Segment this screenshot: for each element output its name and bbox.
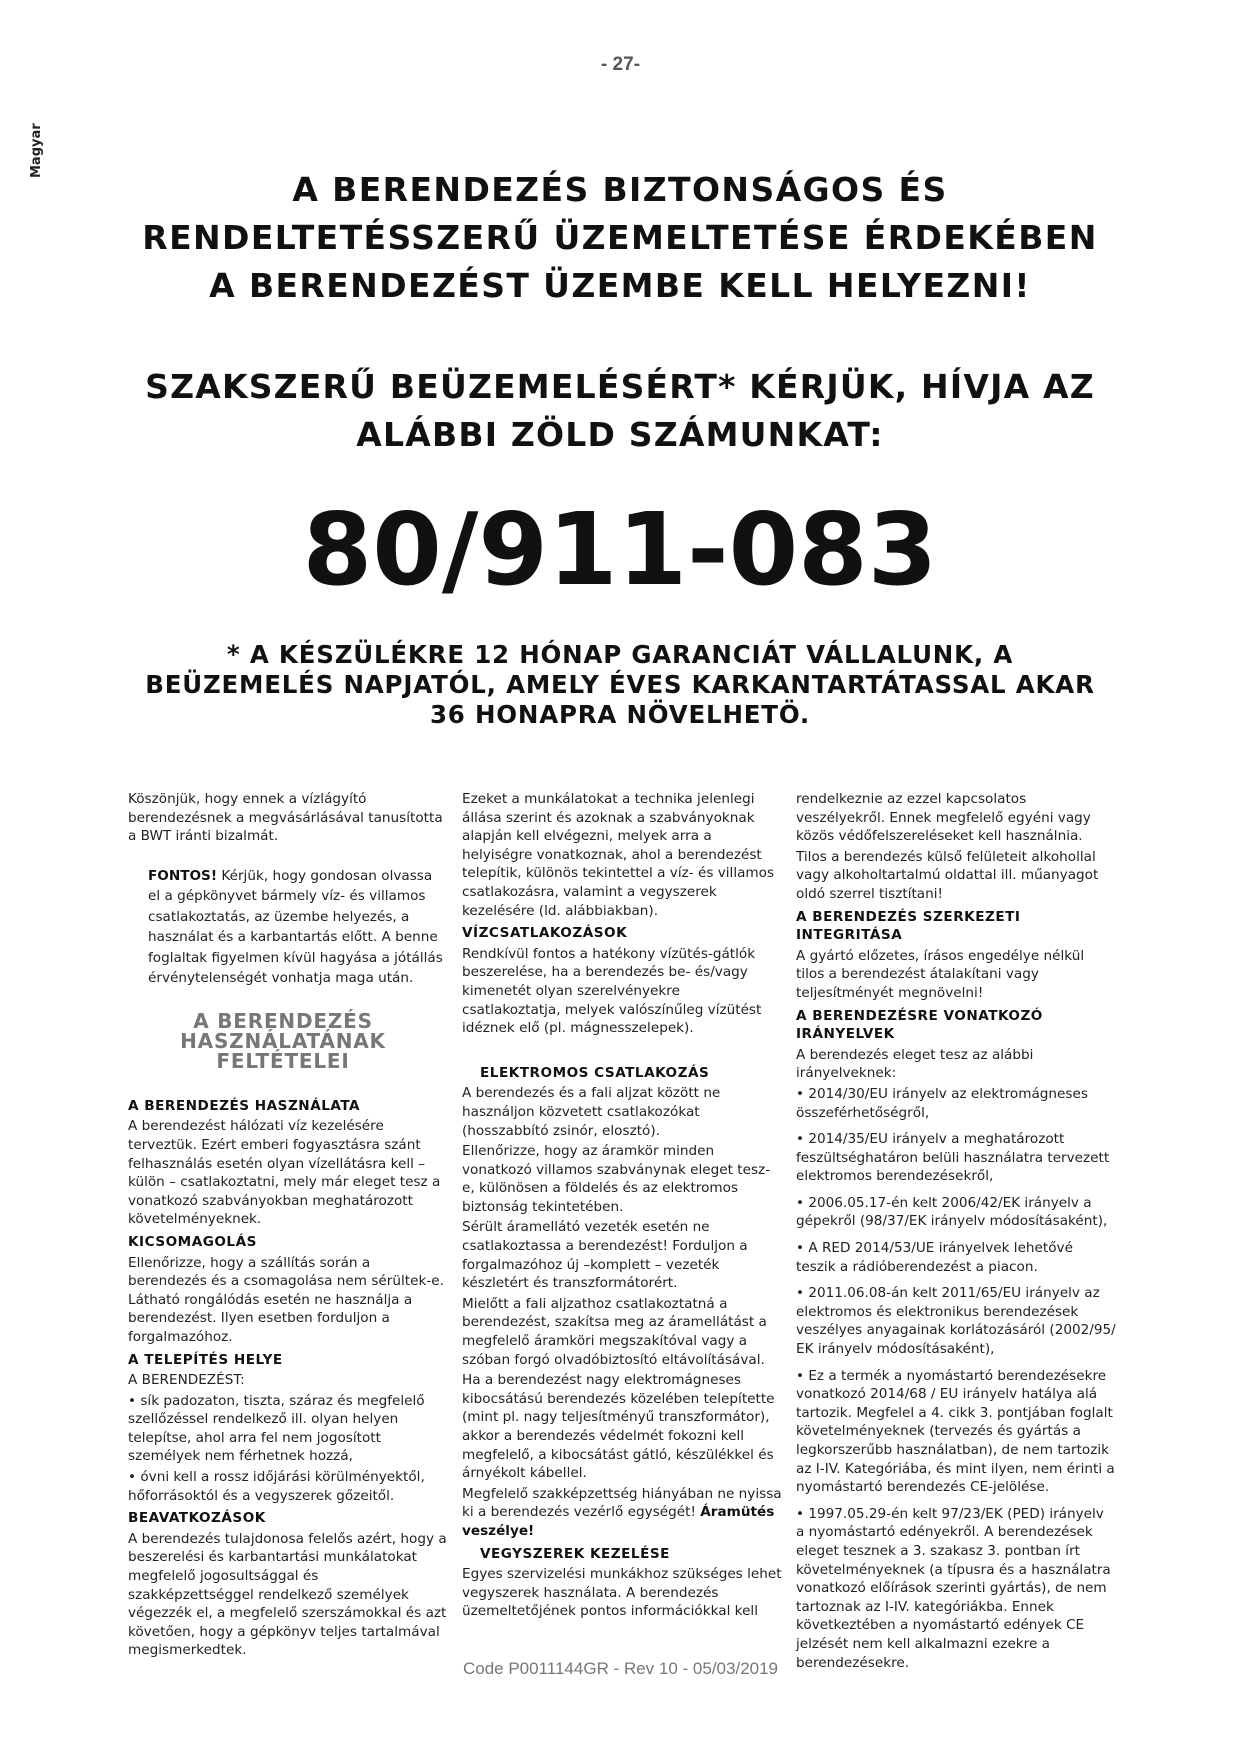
warranty-note: * A KÉSZÜLÉKRE 12 HÓNAP GARANCIÁT VÁLLALUNK, A BEÜZEMELÉS NAPJATÓL, AMELY ÉVES KARKANTARTÁTASSAL AKAR 36 HONAPRA NÖVELHETÖ.: [145, 640, 1095, 729]
electrical-p5: Ha a berendezést nagy elektromágneses kibocsátású berendezés közelében telepítette (mint pl. nagy teljesítményű transzformátor), akkor a berendezés védelmét fokozni kell megfelelő, a kibocsátást gátló, készülékkel és árnyékolt kábellel.: [462, 1372, 775, 1482]
phone-number: 80/911-083: [302, 491, 938, 608]
chemicals-text: Egyes szervizelési munkákhoz szükséges lehet vegyszerek használata. A berendezés üzemeltetőjének pontos információkkal kell: [462, 1566, 782, 1620]
directive-item: • Ez a termék a nyomástartó berendezésekre vonatkozó 2014/68 / EU irányelv hatálya alá tartozik. Megfelel a 4. cikk 3. pontjában foglalt követelményeknek (tervezés és gyártás a legkorszerűbb használatban), de nem tartozik az I-IV. Kategóriába, és mint ilyen, nem érinti a nyomástartó berendezés CE-jelölése.: [796, 1367, 1115, 1496]
usage-title: A BERENDEZÉS HASZNÁLATA: [128, 1097, 361, 1114]
language-tab: Magyar: [29, 123, 44, 178]
directive-item: • 2011.06.08-án kelt 2011/65/EU irányelv az elektromos és elektronikus berendezések veszélyes anyagainak korlátozásáról (2002/95/ EK irányelv módosításaként),: [796, 1285, 1116, 1358]
page-number: - 27-: [600, 54, 641, 75]
electrical-p3: Sérült áramellátó vezeték esetén ne csatlakoztassa a berendezést! Forduljon a forgalmazóhoz új –komplett – vezeték készletért és transzformátorért.: [462, 1219, 748, 1292]
installation-site-sub: A BERENDEZÉST:: [128, 1372, 245, 1389]
important-label: FONTOS!: [148, 867, 218, 884]
works-text: Ezeket a munkálatokat a technika jelenlegi állása szerint és azoknak a szabványoknak alapján kell elvégezni, melyek arra a helyiségre vonatkoznak, ahol a berendezést telepítik, különös tekintettel a víz- és villamos csatlakozásra, valamint a vegyszerek kezelésére (ld. alábbiakban).: [462, 791, 775, 919]
column-1: [128, 790, 448, 1668]
hazards-text: rendelkeznie az ezzel kapcsolatos veszélyekről. Ennek megfelelő egyéni vagy közös védőfelszereléseket kell használnia.: [796, 791, 1091, 845]
cleaning-warning: Tilos a berendezés külső felületeit alkohollal vagy alkoholtartalmú oldattal ill. műanyagot oldó szerrel tisztítani!: [796, 848, 1099, 902]
column-2: [462, 790, 782, 1629]
important-note: [128, 866, 448, 989]
installation-bullet-1: • sík padozaton, tiszta, száraz és megfelelő szellőzéssel rendelkező ill. olyan helyen telepítse, ahol arra fel nem jogosított személyek nem férhetnek hozzá,: [128, 1392, 425, 1465]
water-connections-text: Rendkívül fontos a hatékony vízütés-gátlók beszerelése, ha a berendezés be- és/vagy kimenetét olyan szerelvényekre csatlakoztatja, melyek valószínűleg vízütést idéznek elő (pl. mágnesszelepek).: [462, 945, 762, 1037]
directives-intro: A berendezés eleget tesz az alábbi irányelveknek:: [796, 1046, 1034, 1082]
directive-item: • 1997.05.29-én kelt 97/23/EK (PED) irányelv a nyomástartó edényekről. A berendezések eleget tesznek a 3. szakasz 3. pontban írt követelményeknek (a típusra és a használatra vonatkozó előírások szerinti gyártás), de nem tartoznak az I-IV. kategóriákba. Ennek következtében a nyomástartó edények CE jelzését nem kell alkalmazni ezekre a berendezésekre.: [796, 1505, 1111, 1671]
intro-text: Köszönjük, hogy ennek a vízlágyító berendezésnek a megvásárlásával tanusította a BWT iránti bizalmát.: [128, 791, 443, 845]
electrical-p1: A berendezés és a fali aljzat között ne használjon közvetett csatlakozókat (hosszabbító zsinór, elosztó).: [462, 1085, 721, 1139]
sub-heading: SZAKSZERŰ BEÜZEMELÉSÉRT* KÉRJÜK, HÍVJA AZ ALÁBBI ZÖLD SZÁMUNKAT:: [145, 367, 1095, 454]
installation-site-title: A TELEPÍTÉS HELYE: [128, 1351, 283, 1368]
shock-warning: Áramütés veszélye!: [462, 1504, 775, 1539]
column-3: [796, 790, 1116, 1680]
main-heading: A BERENDEZÉS BIZTONSÁGOS ÉS RENDELTETÉSSZERŰ ÜZEMELTETÉSE ÉRDEKÉBEN A BERENDEZÉST ÜZEMBE KELL HELYEZNI!: [142, 170, 1098, 305]
directive-item: • 2014/35/EU irányelv a meghatározott feszültséghatáron belüli használatra tervezett elektromos berendezésekről,: [796, 1131, 1110, 1185]
footer-code: Code P0011144GR - Rev 10 - 05/03/2019: [462, 1659, 779, 1678]
section-title: A BERENDEZÉS HASZNÁLATÁNAK FELTÉTELEI: [180, 1008, 386, 1073]
usage-text: A berendezést hálózati víz kezelésére terveztük. Ezért emberi fogyasztásra szánt felhasználás esetén olyan vízellátásra kell – külön – csatlakoztatni, mely már eleget tesz a vonatkozó szabványokban meghatározott követelményeknek.: [128, 1118, 441, 1228]
important-text: Kérjük, hogy gondosan olvassa el a gépkönyvet bármely víz- és villamos csatlakoztatás, az üzembe helyezés, a használat és a karbantartás előtt. A benne foglaltak figyelmen kívül hagyása a jótállás érvénytelenségét vonhatja maga után.: [148, 867, 443, 987]
electrical-p4: Mielőtt a fali aljzathoz csatlakoztatná a berendezést, szakítsa meg az áramellátást a megfelelő áramköri megszakítóval vagy a szóban forgó olvadóbiztosító eltávolításával.: [462, 1295, 767, 1368]
electrical-p6-text: Megfelelő szakképzettség hiányában ne nyissa ki a berendezés vezérlő egységét!: [462, 1485, 782, 1521]
integrity-text: A gyártó előzetes, írásos engedélye nélkül tilos a berendezést átalakítani vagy teljesítményét megnövelni!: [796, 947, 1085, 1001]
directives-title: A BERENDEZÉSRE VONATKOZÓ IRÁNYELVEK: [796, 1007, 1043, 1043]
interventions-title: BEAVATKOZÁSOK: [128, 1510, 266, 1527]
unpacking-title: KICSOMAGOLÁS: [128, 1233, 257, 1250]
interventions-text: A berendezés tulajdonosa felelős azért, hogy a beszerelési és karbantartási munkálatokat megfelelő jogosultsággal és szakképzettséggel rendelkező személyek végezzék el, a megfelelő szerszámokkal és azt követően, hogy a gépkönyv teljes tartalmával megismerkedtek.: [128, 1530, 447, 1659]
installation-bullet-2: • óvni kell a rossz időjárási körülményektől, hőforrásoktól és a vegyszerek gőzeitől.: [128, 1469, 425, 1504]
directive-item: • 2006.05.17-én kelt 2006/42/EK irányelv a gépekről (98/37/EK irányelv módosításaként),: [796, 1194, 1108, 1230]
directive-item: • A RED 2014/53/UE irányelvek lehetővé teszik a rádióberendezést a piacon.: [796, 1240, 1073, 1275]
electrical-p6: [462, 1485, 782, 1541]
electrical-p2: Ellenőrizze, hogy az áramkör minden vonatkozó villamos szabványnak eleget tesz-e, különösen a földelés és az elektromos biztonság tekintetében.: [462, 1143, 771, 1215]
directive-item: • 2014/30/EU irányelv az elektromágneses összeférhetőségről,: [796, 1085, 1088, 1121]
integrity-title: A BERENDEZÉS SZERKEZETI INTEGRITÁSA: [796, 908, 1021, 944]
chemicals-title: VEGYSZEREK KEZELÉSE: [480, 1545, 670, 1562]
unpacking-text: Ellenőrizze, hogy a szállítás során a berendezés és a csomagolása nem sérültek-e. Látható rongálódás esetén ne használja a berendezést. Ilyen esetben forduljon a forgalmazóhoz.: [128, 1254, 444, 1345]
electrical-title: ELEKTROMOS CSATLAKOZÁS: [480, 1064, 710, 1081]
water-connections-title: VÍZCSATLAKOZÁSOK: [462, 925, 628, 942]
